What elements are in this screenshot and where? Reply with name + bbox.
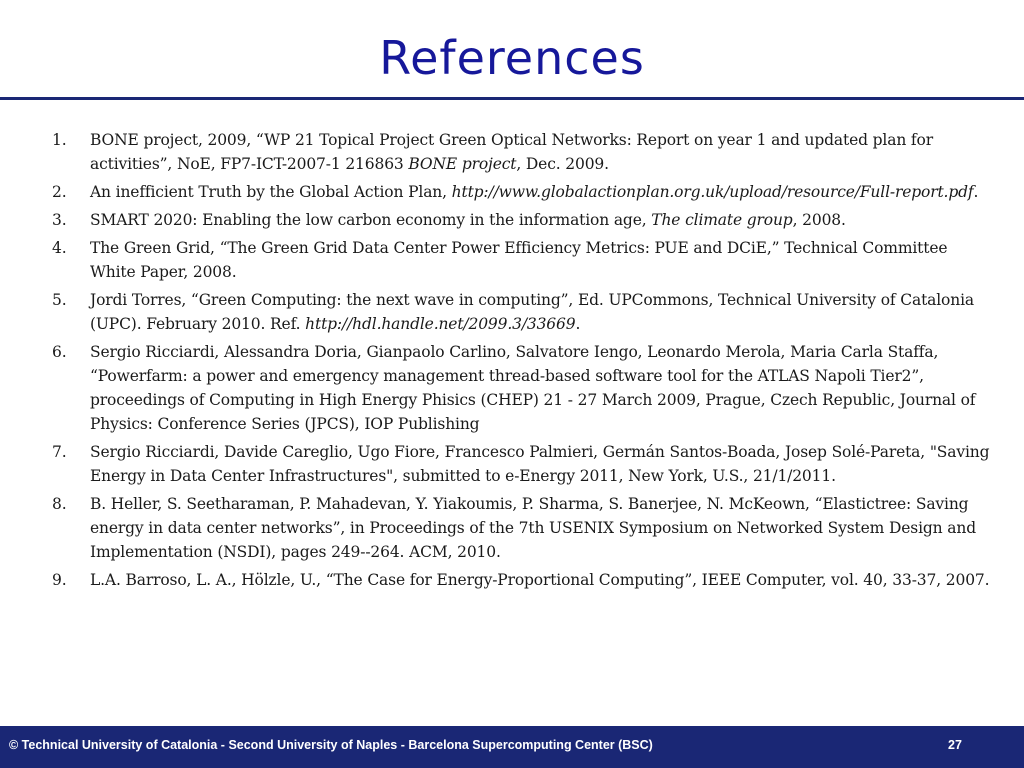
footer-bar xyxy=(0,726,1024,768)
reference-segment: An inefficient Truth by the Global Action Plan, xyxy=(90,183,452,201)
reference-item xyxy=(40,180,990,204)
reference-italic-segment: http://hdl.handle.net/2099.3/33669 xyxy=(305,315,576,333)
reference-number: 7. xyxy=(52,443,67,461)
reference-segment: Sergio Ricciardi, Alessandra Doria, Gianpaolo Carlino, Salvatore Iengo, Leonardo Merola, Maria Carla Staffa, “Powerfarm: a power and emergency management thread-based software tool for the ATLAS Napoli Tier2”, proceedings of Computing in High Energy Phisics (CHEP) 21 - 27 March 2009, Prague, Czech Republic, Journal of Physics: Conference Series (JPCS), IOP Publishing xyxy=(90,343,976,433)
page-number: 27 xyxy=(948,738,962,752)
reference-segment: , Dec. 2009. xyxy=(516,155,609,173)
slide-title: References xyxy=(379,31,645,85)
reference-number: 8. xyxy=(52,495,67,513)
reference-item xyxy=(40,492,990,564)
reference-number: 6. xyxy=(52,343,67,361)
reference-italic-segment: BONE project xyxy=(408,155,517,173)
reference-text xyxy=(90,571,989,589)
reference-item xyxy=(40,236,990,284)
reference-segment: SMART 2020: Enabling the low carbon economy in the information age, xyxy=(90,211,652,229)
reference-segment: Sergio Ricciardi, Davide Careglio, Ugo Fiore, Francesco Palmieri, Germán Santos-Boada, Josep Solé-Pareta, "Saving Energy in Data Center Infrastructures", submitted to e-Energy 2011, New York, U.S., 21/1/2011. xyxy=(90,443,990,485)
reference-segment: , 2008. xyxy=(792,211,846,229)
title-divider xyxy=(0,97,1024,100)
reference-text xyxy=(90,131,933,173)
reference-segment: The Green Grid, “The Green Grid Data Center Power Efficiency Metrics: PUE and DCiE,” Technical Committee White Paper, 2008. xyxy=(90,239,948,281)
reference-text xyxy=(90,211,846,229)
reference-text xyxy=(90,183,978,201)
reference-segment: BONE project, 2009, “WP 21 Topical Project Green Optical Networks: Report on year 1 and updated plan for activities”, NoE, FP7-ICT-2007-1 216863 xyxy=(90,131,933,173)
reference-number: 1. xyxy=(52,131,67,149)
reference-item xyxy=(40,288,990,336)
reference-italic-segment: http://www.globalactionplan.org.uk/upload/resource/Full-report.pdf xyxy=(451,183,974,201)
reference-text xyxy=(90,495,976,561)
reference-segment: . xyxy=(973,183,979,201)
reference-number: 4. xyxy=(52,239,67,257)
reference-number: 9. xyxy=(52,571,67,589)
reference-segment: . xyxy=(575,315,581,333)
reference-text xyxy=(90,239,947,281)
reference-item xyxy=(40,340,990,436)
reference-number: 2. xyxy=(52,183,67,201)
reference-segment: Jordi Torres, “Green Computing: the next wave in computing”, Ed. UPCommons, Technical University of Catalonia (UPC). February 2010. Ref. xyxy=(90,291,974,333)
reference-number: 3. xyxy=(52,211,67,229)
reference-text xyxy=(90,291,974,333)
reference-list xyxy=(40,128,990,596)
reference-text xyxy=(90,343,975,433)
reference-number: 5. xyxy=(52,291,67,309)
reference-segment: B. Heller, S. Seetharaman, P. Mahadevan, Y. Yiakoumis, P. Sharma, S. Banerjee, N. McKeown, “Elastictree: Saving energy in data center networks”, in Proceedings of the 7th USENIX Symposium on Networked System Design and Implementation (NSDI), pages 249--264. ACM, 2010. xyxy=(90,495,976,561)
reference-segment: L.A. Barroso, L. A., Hölzle, U., “The Case for Energy-Proportional Computing”, IEEE Computer, vol. 40, 33-37, 2007. xyxy=(90,571,990,589)
reference-item xyxy=(40,128,990,176)
footer-copyright: © Technical University of Catalonia - Second University of Naples - Barcelona Supercomputing Center (BSC) xyxy=(9,738,653,752)
reference-item xyxy=(40,568,990,592)
reference-item xyxy=(40,440,990,488)
reference-text xyxy=(90,443,989,485)
reference-italic-segment: The climate group xyxy=(651,211,793,229)
reference-item xyxy=(40,208,990,232)
